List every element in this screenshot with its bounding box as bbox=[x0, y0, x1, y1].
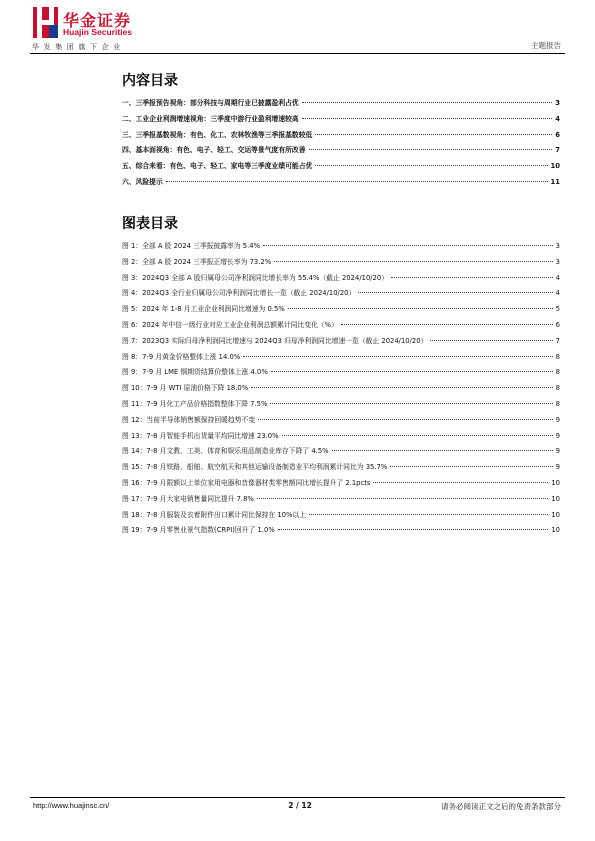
figure-entry-page: 9 bbox=[555, 447, 560, 456]
leader-dots bbox=[391, 277, 553, 278]
leader-dots bbox=[288, 308, 553, 309]
figure-entry-page: 3 bbox=[555, 257, 560, 266]
figure-entry[interactable] bbox=[122, 256, 560, 272]
leader-dots bbox=[430, 340, 552, 341]
contents-title: 内容目录 bbox=[122, 73, 178, 89]
leader-dots bbox=[258, 419, 553, 420]
toc-entry[interactable] bbox=[122, 113, 560, 129]
toc-entry-page: 11 bbox=[550, 177, 560, 186]
toc-entry-page: 10 bbox=[550, 162, 560, 171]
toc-entry[interactable] bbox=[122, 176, 560, 192]
figures-list bbox=[122, 240, 560, 540]
leader-dots bbox=[373, 482, 548, 483]
leader-dots bbox=[271, 371, 553, 372]
figure-entry-text: 图 13：7-8 月智能手机出货量平均同比增速 23.0% bbox=[122, 431, 279, 440]
leader-dots bbox=[166, 181, 548, 182]
figure-entry-page: 6 bbox=[555, 320, 560, 329]
figure-entry[interactable] bbox=[122, 398, 560, 414]
figure-entry-page: 10 bbox=[551, 478, 560, 487]
figure-entry-page: 7 bbox=[555, 336, 560, 345]
footer-disclaimer: 请务必阅读正文之后的免责条款部分 bbox=[441, 802, 561, 811]
figure-entry-text: 图 3：2024Q3 全部 A 股归属母公司净利润同比增长率为 55.4%（截止 2024/10/20） bbox=[122, 273, 389, 282]
figure-entry-text: 图 14：7-8 月文教、工美、体育和娱乐用品制造业库存下降了 4.5% bbox=[122, 447, 329, 456]
figure-entry-text: 图 5：2024 年 1-8 月工业企业利润同比增速为 0.5% bbox=[122, 305, 285, 314]
toc-entry-page: 6 bbox=[555, 130, 560, 139]
logo-text-cn: 华金证券 bbox=[63, 11, 132, 30]
figure-entry[interactable] bbox=[122, 509, 560, 525]
figure-entry[interactable] bbox=[122, 287, 560, 303]
leader-dots bbox=[332, 450, 553, 451]
figure-entry-page: 4 bbox=[555, 289, 560, 298]
huajin-logo-icon bbox=[33, 7, 58, 38]
leader-dots bbox=[341, 324, 553, 325]
contents-list bbox=[122, 97, 560, 192]
figure-entry[interactable] bbox=[122, 240, 560, 256]
toc-entry[interactable] bbox=[122, 129, 560, 145]
figure-entry[interactable] bbox=[122, 493, 560, 509]
figure-entry-text: 图 4：2024Q3 全行业归属母公司净利润同比增长一览（截止 2024/10/20） bbox=[122, 289, 356, 298]
toc-entry-text: 五、综合来看：有色、电子、轻工、家电等三季度业绩可能占优 bbox=[122, 162, 313, 171]
report-type-label: 主题报告 bbox=[531, 41, 561, 50]
figure-entry-page: 9 bbox=[555, 431, 560, 440]
footer-divider bbox=[30, 797, 565, 798]
footer-url-link[interactable]: http://www.huajinsc.cn/ bbox=[33, 801, 110, 810]
page-number: 2 / 12 bbox=[288, 801, 312, 810]
leader-dots bbox=[315, 165, 547, 166]
toc-entry-text: 六、风险提示 bbox=[122, 177, 163, 186]
figure-entry-text: 图 2：全部 A 股 2024 三季报正增长率为 73.2% bbox=[122, 257, 272, 266]
figure-entry-text: 图 8：7-9 月黄金价格整体上涨 14.0% bbox=[122, 352, 241, 361]
figure-entry-page: 4 bbox=[555, 273, 560, 282]
figure-entry-text: 图 7：2023Q3 实际归母净利润同比增速与 2024Q3 归母净利润同比增速一览（截止 2024/10/20） bbox=[122, 336, 428, 345]
leader-dots bbox=[251, 387, 552, 388]
figure-entry-page: 8 bbox=[555, 399, 560, 408]
figure-entry[interactable] bbox=[122, 477, 560, 493]
figure-entry-text: 图 9：7-9 月 LME 铜期货结算价整体上涨 4.0% bbox=[122, 368, 268, 377]
figure-entry[interactable] bbox=[122, 414, 560, 430]
figure-entry-page: 10 bbox=[551, 510, 560, 519]
figures-title: 图表目录 bbox=[122, 216, 178, 232]
figure-entry[interactable] bbox=[122, 382, 560, 398]
toc-entry-text: 三、三季报基数视角：有色、化工、农林牧渔等三季报基数较低 bbox=[122, 130, 313, 139]
figure-entry-page: 5 bbox=[555, 305, 560, 314]
leader-dots bbox=[309, 149, 553, 150]
toc-entry-text: 四、基本面视角：有色、电子、轻工、交运等景气度有所改善 bbox=[122, 146, 306, 155]
figure-entry-text: 图 16：7-9 月限额以上单位家用电器和音像器材类零售额同比增长提升了 2.1pcts bbox=[122, 478, 371, 487]
toc-entry-page: 7 bbox=[555, 146, 560, 155]
leader-dots bbox=[278, 529, 549, 530]
leader-dots bbox=[315, 134, 552, 135]
leader-dots bbox=[270, 403, 552, 404]
figure-entry[interactable] bbox=[122, 366, 560, 382]
figure-entry-page: 9 bbox=[555, 463, 560, 472]
figure-entry-page: 8 bbox=[555, 368, 560, 377]
figure-entry[interactable] bbox=[122, 303, 560, 319]
figure-entry-text: 图 12：当前半导体销售额保持回暖趋势不变 bbox=[122, 415, 256, 424]
leader-dots bbox=[309, 514, 548, 515]
leader-dots bbox=[358, 292, 552, 293]
toc-entry[interactable] bbox=[122, 97, 560, 113]
logo-text-en: Huajin Securities bbox=[63, 27, 132, 37]
figure-entry-text: 图 1：全部 A 股 2024 三季报披露率为 5.4% bbox=[122, 242, 261, 250]
leader-dots bbox=[282, 435, 553, 436]
figure-entry-page: 10 bbox=[551, 494, 560, 503]
figure-entry-text: 图 15：7-8 月铁路、船舶、航空航天和其他运输设备制造业平均利润累计同比为 35.7% bbox=[122, 463, 388, 472]
figure-entry-text: 图 19：7-9 月零售业景气指数(CRPI)回升了 1.0% bbox=[122, 526, 275, 535]
figure-entry-text: 图 10：7-9 月 WTI 原油价格下降 18.0% bbox=[122, 384, 249, 393]
leader-dots bbox=[257, 498, 548, 499]
leader-dots bbox=[302, 102, 553, 103]
figure-entry-page: 8 bbox=[555, 352, 560, 361]
figure-entry[interactable] bbox=[122, 524, 560, 540]
leader-dots bbox=[302, 118, 553, 119]
figure-entry-text: 图 6：2024 年中信一级行业对应工业企业利润总额累计同比变化（%） bbox=[122, 320, 338, 329]
toc-entry[interactable] bbox=[122, 144, 560, 160]
figure-entry[interactable] bbox=[122, 351, 560, 367]
leader-dots bbox=[274, 261, 552, 262]
figure-entry[interactable] bbox=[122, 430, 560, 446]
figure-entry[interactable] bbox=[122, 272, 560, 288]
figure-entry-text: 图 17：7-9 月大家电销售量同比提升 7.8% bbox=[122, 494, 254, 503]
page-header bbox=[0, 0, 595, 60]
leader-dots bbox=[243, 356, 552, 357]
figure-entry-page: 9 bbox=[555, 415, 560, 424]
toc-entry-page: 4 bbox=[555, 114, 560, 123]
figure-entry[interactable] bbox=[122, 335, 560, 351]
toc-entry-text: 一、三季报预告视角：部分科技与周期行业已披露盈利占优 bbox=[122, 99, 299, 107]
toc-entry[interactable] bbox=[122, 160, 560, 176]
figure-entry-page: 8 bbox=[555, 384, 560, 393]
leader-dots bbox=[263, 245, 553, 246]
toc-entry-text: 二、工业企业利润增速视角：三季度中游行业盈利增速较高 bbox=[122, 114, 299, 123]
figure-entry[interactable] bbox=[122, 445, 560, 461]
figure-entry[interactable] bbox=[122, 461, 560, 477]
figure-entry-text: 图 11：7-9 月化工产品价格指数整体下降 7.5% bbox=[122, 399, 268, 408]
toc-entry-page: 3 bbox=[555, 99, 560, 107]
figure-entry-page: 3 bbox=[555, 242, 560, 250]
figure-entry-text: 图 18：7-8 月服装及衣着附件出口累计同比保持在 10%以上 bbox=[122, 510, 307, 519]
figure-entry[interactable] bbox=[122, 319, 560, 335]
figure-entry-page: 10 bbox=[551, 526, 560, 535]
header-divider bbox=[30, 53, 565, 54]
company-subtitle: 华发集团旗下企业 bbox=[32, 43, 125, 51]
leader-dots bbox=[390, 466, 552, 467]
